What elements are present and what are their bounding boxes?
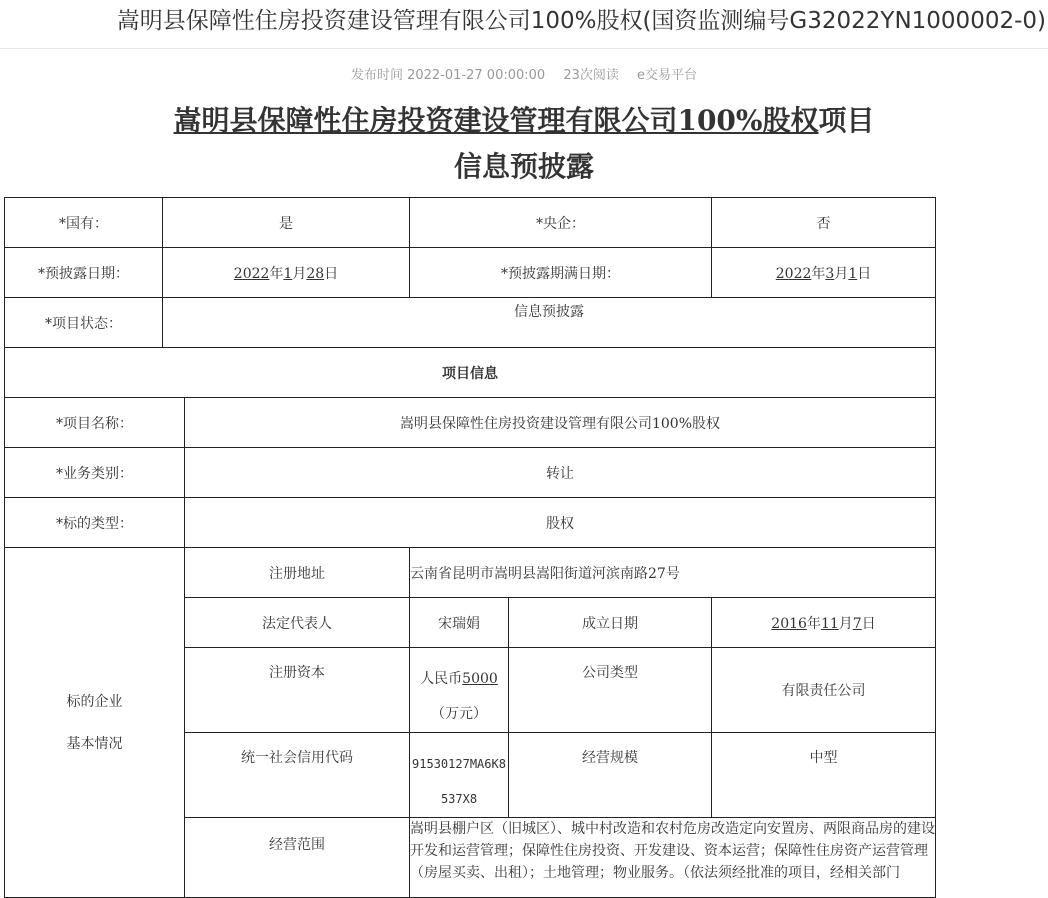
publish-time: 发布时间 2022-01-27 00:00:00 <box>350 68 546 83</box>
pre-date-value: 2022年1月28日 <box>163 248 410 298</box>
scale-value: 中型 <box>712 733 936 818</box>
title-underlined: 嵩明县保障性住房投资建设管理有限公司100%股权 <box>173 104 819 137</box>
table-row <box>5 198 936 248</box>
target-type-label: *标的类型： <box>5 498 185 548</box>
company-basic-label: 标的企业 基本情况 <box>5 548 185 898</box>
reg-capital-label: 注册资本 <box>185 648 410 733</box>
credit-code-value: 91530127MA6K8 537X8 <box>410 733 509 818</box>
document-title <box>0 98 1048 190</box>
legal-rep-value: 宋瑞娟 <box>410 598 509 648</box>
credit-code-label: 统一社会信用代码 <box>185 733 410 818</box>
business-type-label: *业务类别： <box>5 448 185 498</box>
pre-end-value: 2022年3月1日 <box>712 248 936 298</box>
state-owned-label: *国有： <box>5 198 163 248</box>
company-type-label: 公司类型 <box>509 648 712 733</box>
project-info-table <box>4 197 936 898</box>
table-row <box>5 348 936 398</box>
table-row <box>5 398 936 448</box>
scale-label: 经营规模 <box>509 733 712 818</box>
table-row <box>5 298 936 348</box>
title-line2: 信息预披露 <box>453 150 594 183</box>
legal-rep-label: 法定代表人 <box>185 598 410 648</box>
business-type-value: 转让 <box>185 448 936 498</box>
page-header <box>0 0 1048 49</box>
status-label: *项目状态： <box>5 298 163 348</box>
target-type-value: 股权 <box>185 498 936 548</box>
founded-value: 2016年11月7日 <box>712 598 936 648</box>
section-title: 项目信息 <box>5 348 936 398</box>
state-owned-value: 是 <box>163 198 410 248</box>
platform-link[interactable]: e交易平台 <box>637 68 698 83</box>
article-meta <box>0 64 1048 83</box>
scope-value: 嵩明县棚户区（旧城区）、城中村改造和农村危房改造定向安置房、两限商品房的建设开发和运营管理；保障性住房投资、开发建设、资本运营；保障性住房资产运营管理（房屋买卖、出租）；土地管理；物业服务。（依法须经批准的项目，经相关部门 <box>410 818 936 898</box>
scope-label: 经营范围 <box>185 818 410 898</box>
project-name-label: *项目名称： <box>5 398 185 448</box>
table-row <box>5 448 936 498</box>
central-label: *央企： <box>410 198 712 248</box>
central-value: 否 <box>712 198 936 248</box>
pre-date-label: *预披露日期： <box>5 248 163 298</box>
founded-label: 成立日期 <box>509 598 712 648</box>
table-row <box>5 548 936 598</box>
view-count: 23次阅读 <box>563 68 619 83</box>
pre-end-label: *预披露期满日期： <box>410 248 712 298</box>
project-name-value: 嵩明县保障性住房投资建设管理有限公司100%股权 <box>185 398 936 448</box>
title-suffix: 项目 <box>818 104 875 137</box>
page-title: 嵩明县保障性住房投资建设管理有限公司100%股权(国资监测编号G32022YN1000002-0) <box>116 8 1046 34</box>
status-value: 信息预披露 <box>163 298 936 348</box>
reg-address-value: 云南省昆明市嵩明县嵩阳街道河滨南路27号 <box>410 548 936 598</box>
table-row <box>5 248 936 298</box>
table-row <box>5 498 936 548</box>
company-type-value: 有限责任公司 <box>712 648 936 733</box>
reg-address-label: 注册地址 <box>185 548 410 598</box>
reg-capital-value: 人民币5000 （万元） <box>410 648 509 733</box>
